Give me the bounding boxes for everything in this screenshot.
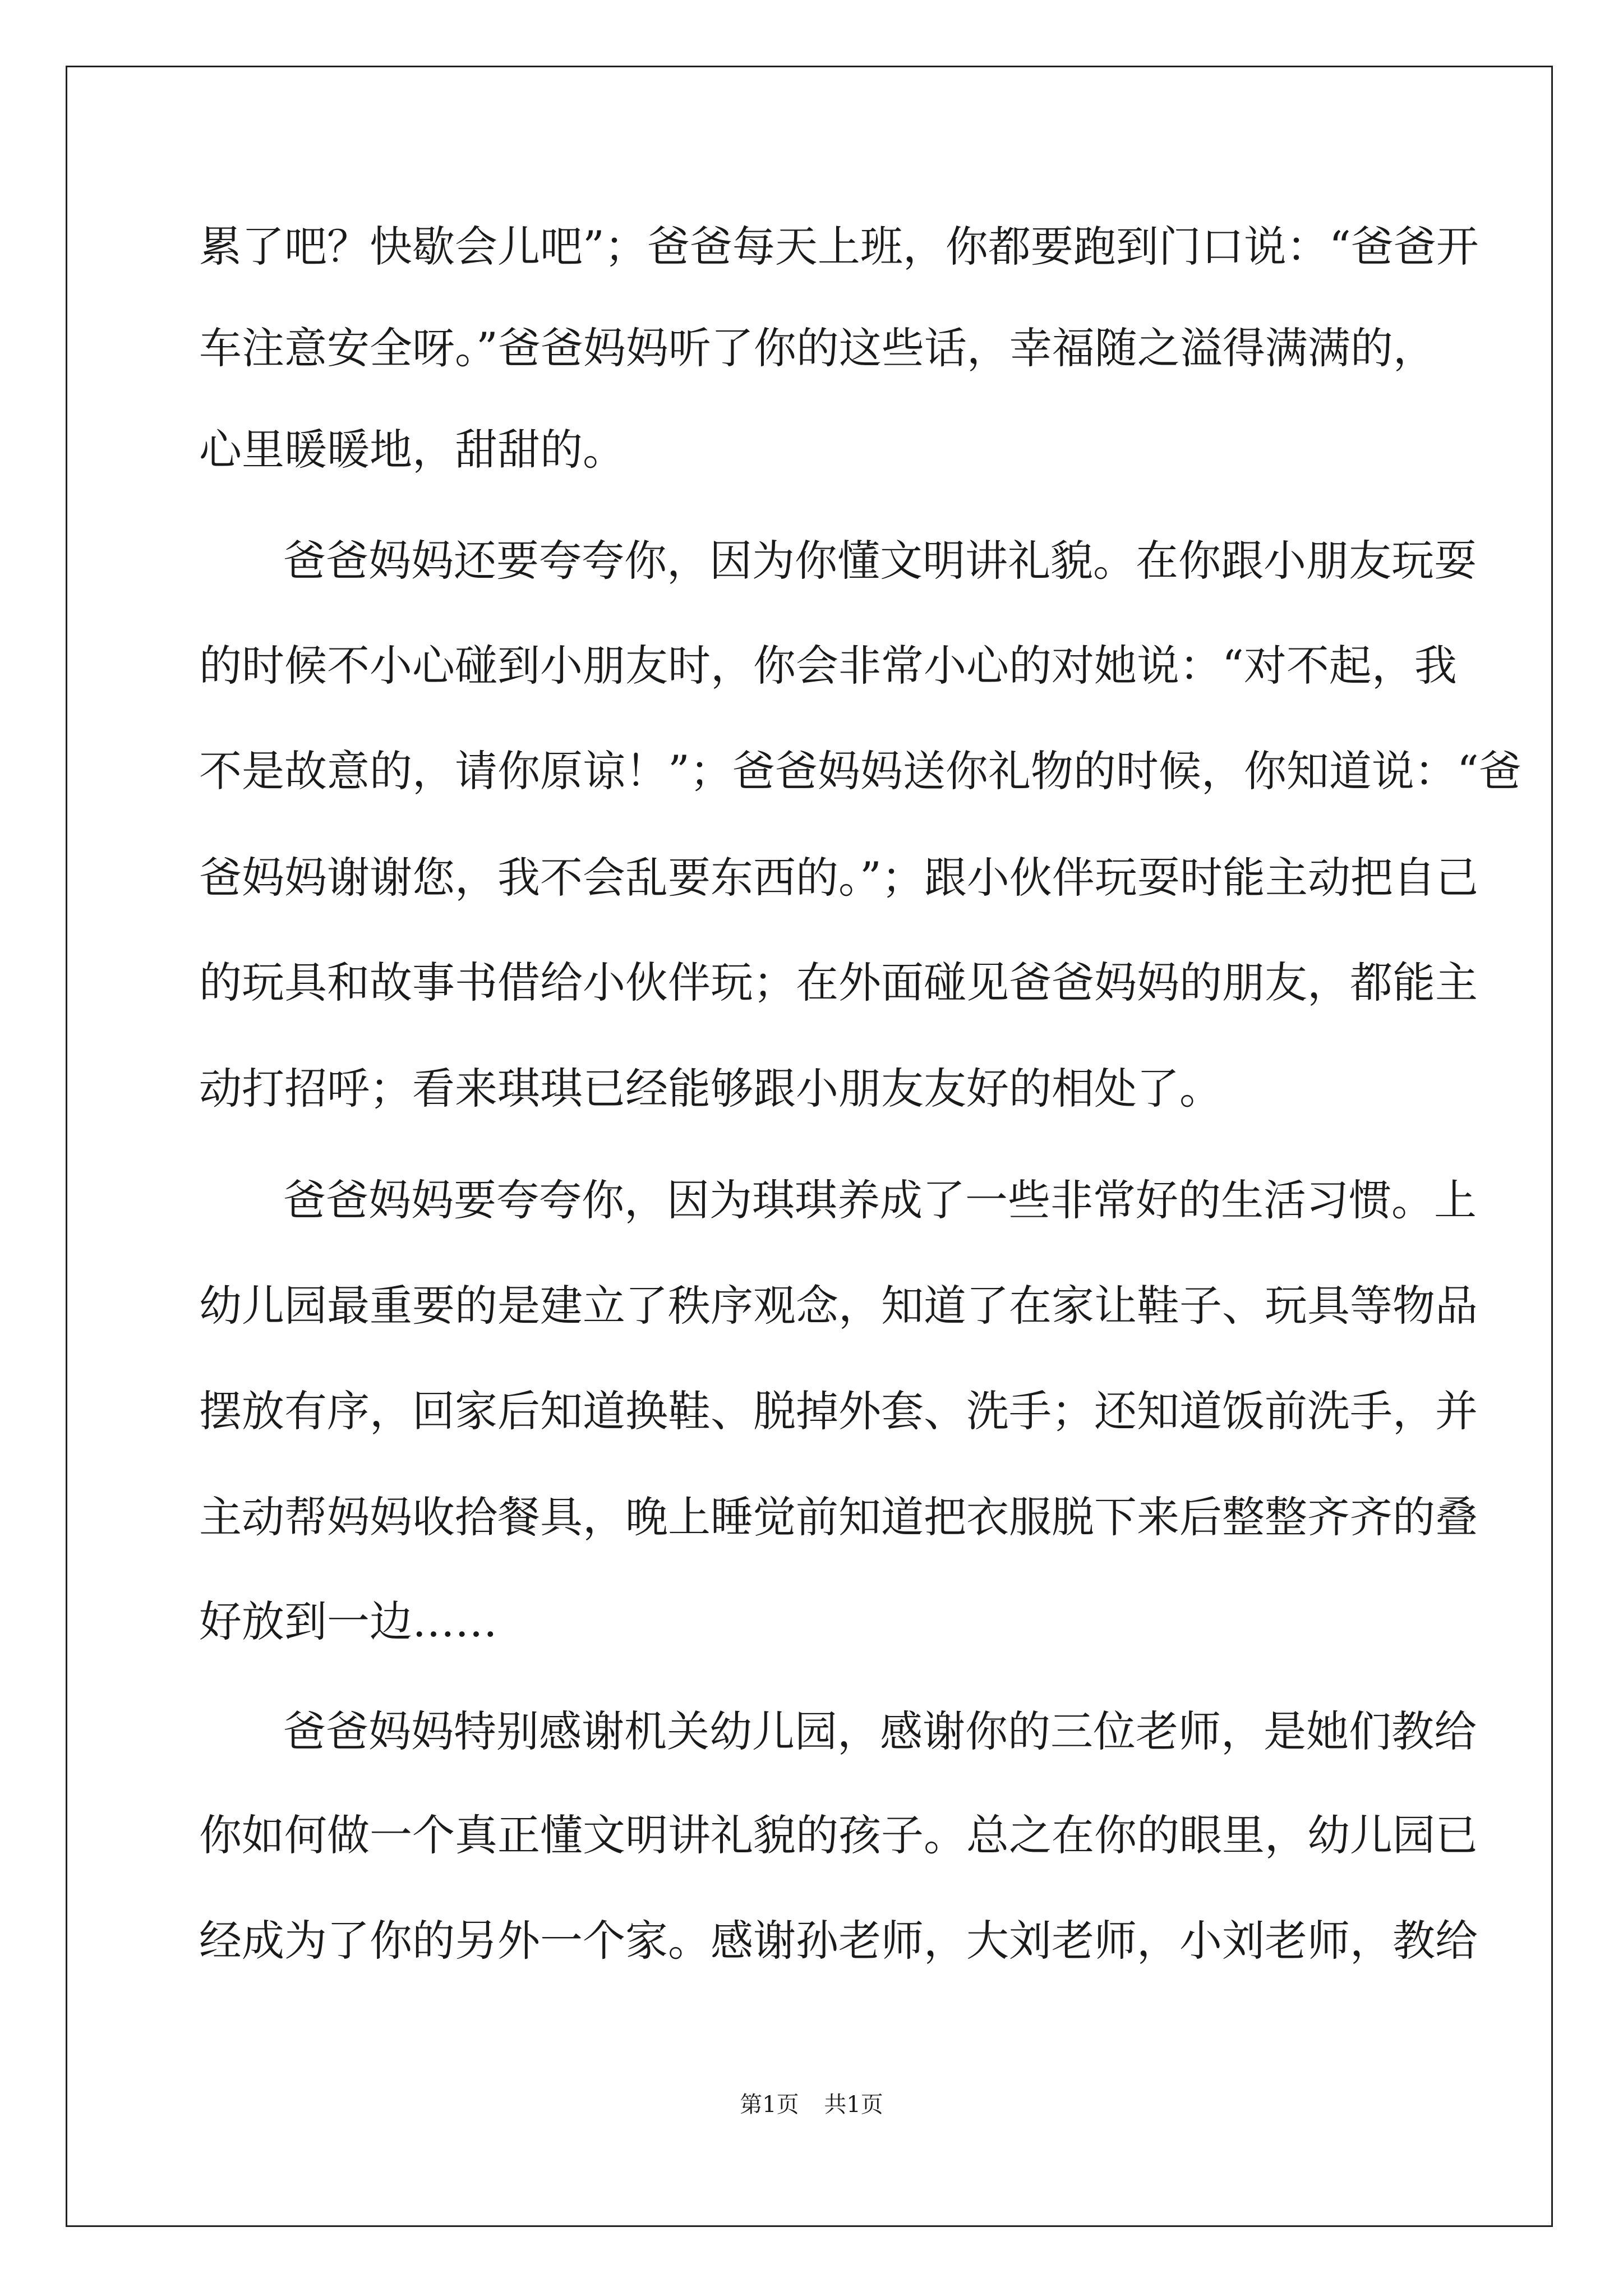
text-line: 爸妈妈谢谢您，我不会乱要东西的。”；跟小伙伴玩耍时能主动把自己 (199, 853, 1478, 903)
page-border (66, 66, 1553, 2227)
text-line: 的时候不小心碰到小朋友时，你会非常小心的对她说：“对不起，我 (199, 641, 1457, 691)
text-line: 爸爸妈妈还要夸夸你，因为你懂文明讲礼貌。在你跟小朋友玩耍 (283, 536, 1477, 586)
text-line: 爸爸妈妈要夸夸你，因为琪琪养成了一些非常好的生活习惯。上 (283, 1175, 1477, 1225)
text-line: 摆放有序，回家后知道换鞋、脱掉外套、洗手；还知道饭前洗手，并 (199, 1386, 1478, 1436)
text-line: 你如何做一个真正懂文明讲礼貌的孩子。总之在你的眼里，幼儿园已 (199, 1810, 1478, 1860)
text-line: 动打招呼；看来琪琪已经能够跟小朋友友好的相处了。 (199, 1064, 1222, 1114)
text-line: 幼儿园最重要的是建立了秩序观念，知道了在家让鞋子、玩具等物品 (199, 1281, 1478, 1331)
text-line: 爸爸妈妈特别感谢机关幼儿园，感谢你的三位老师，是她们教给 (283, 1706, 1477, 1756)
page-footer (0, 2087, 1623, 2119)
text-line: 不是故意的，请你原谅！”；爸爸妈妈送你礼物的时候，你知道说：“爸 (199, 746, 1521, 796)
text-line: 好放到一边…… (199, 1596, 497, 1646)
text-line: 主动帮妈妈收拾餐具，晚上睡觉前知道把衣服脱下来后整整齐齐的叠 (199, 1492, 1478, 1542)
text-line: 经成为了你的另外一个家。感谢孙老师，大刘老师，小刘老师，教给 (199, 1916, 1478, 1966)
text-line: 的玩具和故事书借给小伙伴玩；在外面碰见爸爸妈妈的朋友，都能主 (199, 958, 1478, 1007)
page-number: 第1页 (740, 2092, 799, 2118)
page-total: 共1页 (824, 2092, 883, 2118)
text-line: 累了吧？快歇会儿吧”；爸爸每天上班，你都要跑到门口说：“爸爸开 (199, 222, 1479, 272)
text-line: 心里暖暖地，甜甜的。 (199, 425, 625, 475)
text-line: 车注意安全呀。”爸爸妈妈听了你的这些话，幸福随之溢得满满的， (199, 323, 1436, 373)
